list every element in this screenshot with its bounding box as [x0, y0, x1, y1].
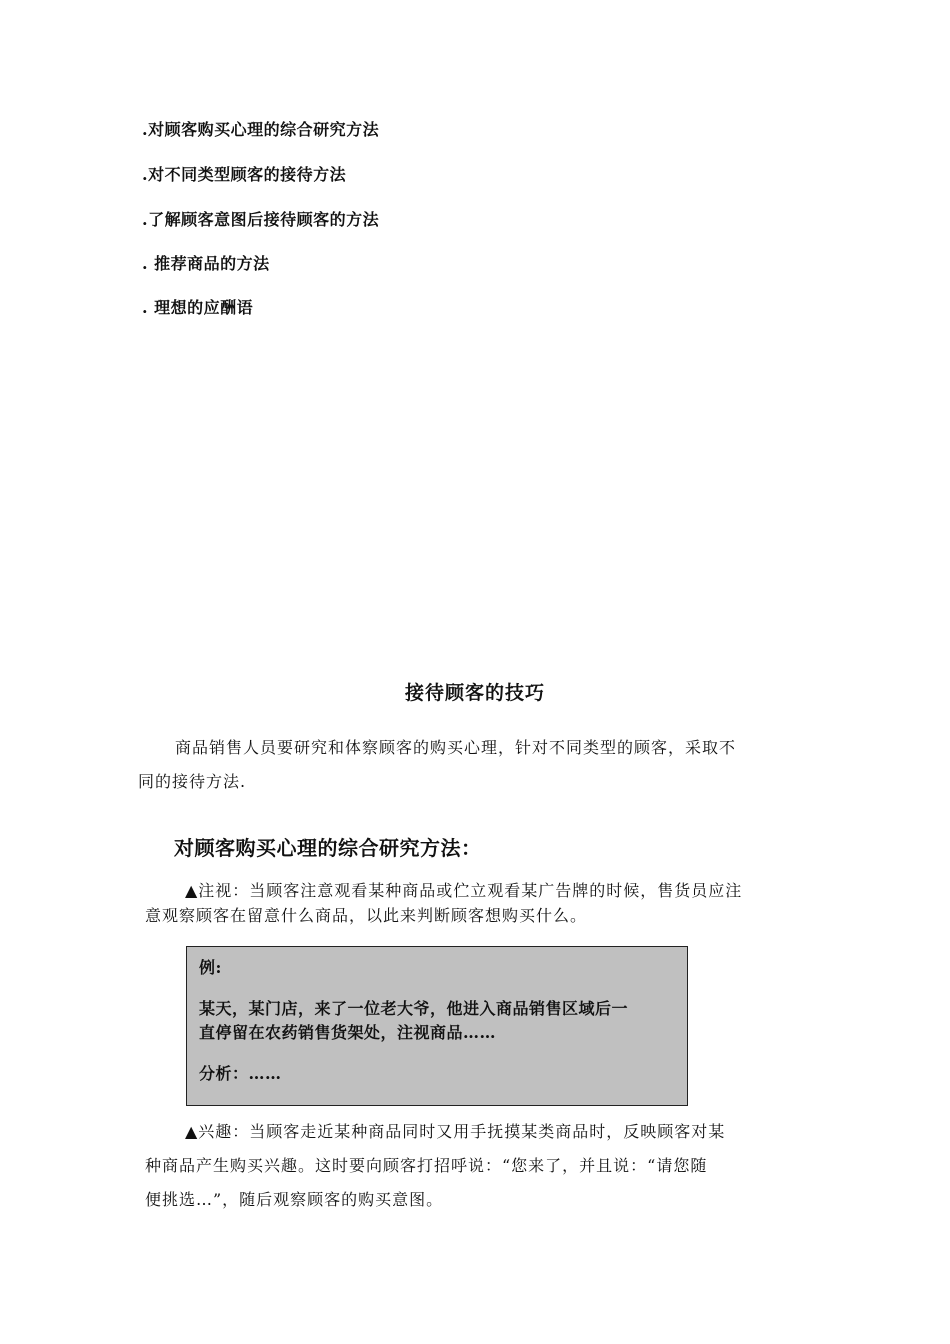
intro-line: 商品销售人员要研究和体察顾客的购买心理，针对不同类型的顾客，采取不 — [175, 738, 737, 757]
example-story-line: 直停留在农药销售货架处，注视商品…… — [199, 1023, 497, 1042]
interest-paragraph — [145, 1115, 825, 1217]
example-story-line: 某天，某门店，来了一位老大爷，他进入商品销售区域后一 — [199, 999, 629, 1018]
example-box — [186, 946, 688, 1106]
toc-item: . 推荐商品的方法 — [142, 254, 270, 273]
example-label: 例: — [199, 958, 222, 977]
interest-line: 便挑选…”，随后观察顾客的购买意图。 — [145, 1190, 444, 1209]
toc-item: .对不同类型顾客的接待方法 — [142, 165, 347, 184]
interest-line: 种商品产生购买兴趣。这时要向顾客打招呼说：“您来了，并且说：“请您随 — [145, 1156, 708, 1175]
toc-item: .对顾客购买心理的综合研究方法 — [142, 120, 380, 139]
section-heading: 对顾客购买心理的综合研究方法： — [174, 836, 482, 860]
gaze-line: ▲注视：当顾客注意观看某种商品或伫立观看某广告牌的时候，售货员应注 — [185, 881, 743, 900]
example-analysis: 分析：…… — [199, 1064, 282, 1083]
intro-paragraph — [138, 731, 818, 799]
toc-item: .了解顾客意图后接待顾客的方法 — [142, 210, 380, 229]
page-title: 接待顾客的技巧 — [404, 682, 545, 704]
gaze-line: 意观察顾客在留意什么商品，以此来判断顾客想购买什么。 — [145, 906, 588, 925]
intro-line: 同的接待方法. — [138, 772, 247, 791]
gaze-paragraph — [145, 878, 825, 928]
toc-item: . 理想的应酬语 — [142, 298, 254, 317]
interest-line: ▲兴趣：当顾客走近某种商品同时又用手抚摸某类商品时，反映顾客对某 — [185, 1122, 726, 1141]
